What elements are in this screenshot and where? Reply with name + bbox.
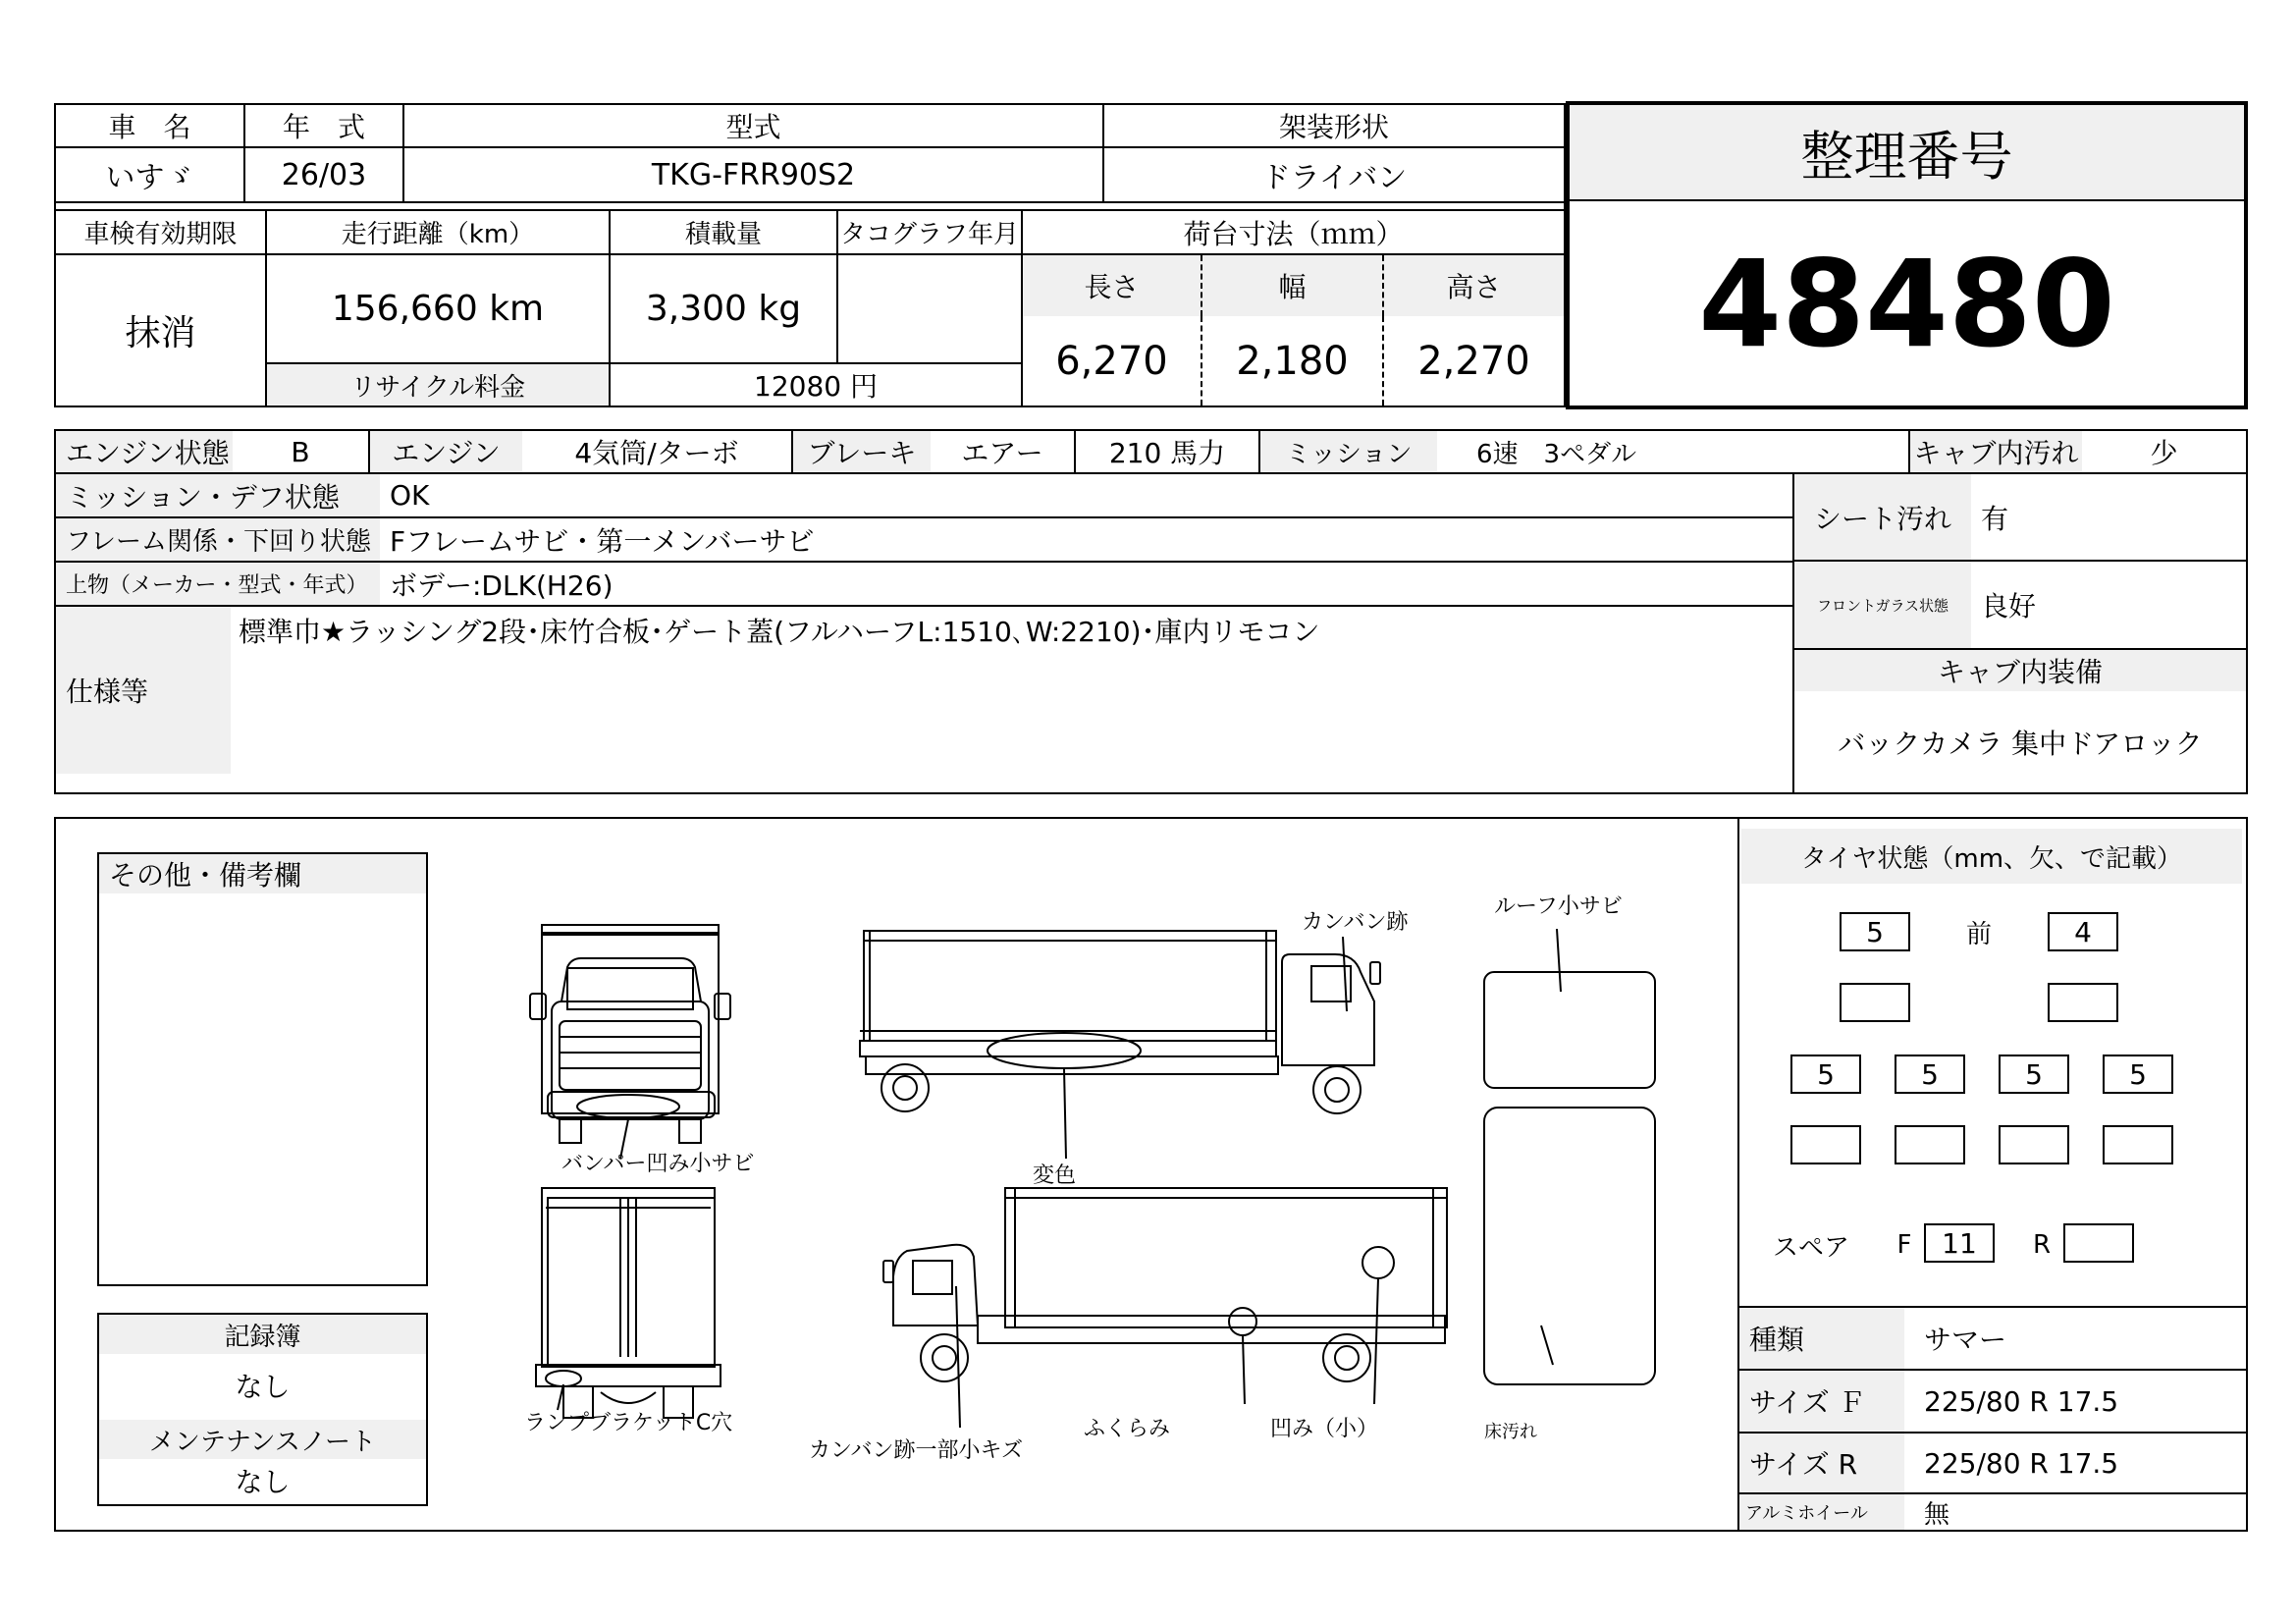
cab-dirt-label: キャブ内汚れ bbox=[1910, 431, 2082, 472]
record-label: 記録簿 bbox=[99, 1315, 426, 1354]
tire-rear-inner-3 bbox=[1999, 1125, 2069, 1164]
tire-type-label: 種類 bbox=[1739, 1308, 1904, 1369]
note-kanban2: カンバン跡一部小キズ bbox=[809, 1438, 1024, 1463]
length-label: 長さ bbox=[1023, 255, 1202, 316]
engine-state-label: エンジン状態 bbox=[56, 431, 233, 472]
upper-label: 上物（メーカー・型式・年式） bbox=[56, 563, 380, 607]
cab-equip-label: キャブ内装備 bbox=[1794, 650, 2246, 691]
brake-value: エアー bbox=[931, 431, 1076, 472]
frame-value: Fフレームサビ・第一メンバーサビ bbox=[380, 518, 1796, 563]
seat-dirt-label: シート汚れ bbox=[1794, 474, 1971, 560]
tire-rear-1: 5 bbox=[1790, 1055, 1861, 1094]
power-value: 210 馬力 bbox=[1076, 431, 1260, 472]
model-value: TKG-FRR90S2 bbox=[404, 148, 1104, 201]
cargo-label: 荷台寸法（ｍｍ） bbox=[1023, 211, 1564, 255]
alloy-value: 無 bbox=[1924, 1499, 1950, 1530]
tire-rear-4: 5 bbox=[2103, 1055, 2173, 1094]
inspection-value: 抹消 bbox=[56, 255, 267, 406]
year-value: 26/03 bbox=[245, 148, 404, 201]
tire-size-f-label: サイズ Ｆ bbox=[1739, 1371, 1904, 1432]
height-label: 高さ bbox=[1384, 255, 1564, 316]
tire-size-r-value: 225/80 R 17.5 bbox=[1924, 1446, 2119, 1480]
tire-rear-inner-2 bbox=[1895, 1125, 1965, 1164]
width-label: 幅 bbox=[1202, 255, 1384, 316]
mileage-label: 走行距離（km） bbox=[267, 211, 611, 255]
tire-size-f-value: 225/80 R 17.5 bbox=[1924, 1384, 2119, 1418]
maint-label: メンテナンスノート bbox=[99, 1420, 426, 1459]
brake-label: ブレーキ bbox=[793, 431, 931, 472]
note-kanban: カンバン跡 bbox=[1302, 910, 1409, 935]
tire-rear-3: 5 bbox=[1999, 1055, 2069, 1094]
capacity-label: 積載量 bbox=[611, 211, 838, 255]
length-value: 6,270 bbox=[1023, 316, 1202, 406]
note-bulge: ふくらみ bbox=[1084, 1417, 1171, 1441]
mission-def-value: OK bbox=[380, 474, 1796, 518]
maint-value: なし bbox=[235, 1466, 291, 1498]
year-label: 年 式 bbox=[245, 105, 404, 148]
mission-def-label: ミッション・デフ状態 bbox=[56, 474, 380, 518]
spare-f-label: F bbox=[1896, 1230, 1912, 1260]
note-lamp: ランプブラケットC穴 bbox=[524, 1411, 733, 1435]
spare-r-label: R bbox=[2032, 1230, 2052, 1260]
truck-front-view bbox=[530, 925, 730, 1143]
truck-rear-view bbox=[536, 1188, 721, 1418]
windshield-value: 良好 bbox=[1971, 562, 2246, 650]
body-value: ドライバン bbox=[1260, 161, 1408, 195]
tire-front-right-inner bbox=[2048, 983, 2118, 1022]
model-label: 型式 bbox=[404, 105, 1104, 148]
cab-equip-value: バックカメラ 集中ドアロック bbox=[1838, 727, 2203, 760]
note-discolor: 変色 bbox=[1033, 1163, 1077, 1188]
tire-front-right: 4 bbox=[2048, 912, 2118, 951]
tire-type-value: サマー bbox=[1924, 1324, 2007, 1356]
tire-title: タイヤ状態（mm、欠、で記載） bbox=[1741, 829, 2242, 884]
inspection-label: 車検有効期限 bbox=[56, 211, 267, 255]
spec-label: 仕様等 bbox=[56, 607, 231, 774]
note-bumper: バンパー凹み小サビ bbox=[561, 1152, 755, 1176]
spare-f-value: 11 bbox=[1924, 1223, 1995, 1263]
spec-value: 標準巾★ラッシング2段･床竹合板･ゲート蓋(フルハーフL:1510､W:2210)･庫内リモコン bbox=[239, 616, 1320, 648]
ref-number: 48480 bbox=[1698, 235, 2115, 374]
engine-label: エンジン bbox=[370, 431, 522, 472]
tire-size-r-label: サイズ R bbox=[1739, 1434, 1904, 1492]
note-roof: ルーフ小サビ bbox=[1494, 894, 1623, 919]
tire-front-left-inner bbox=[1840, 983, 1910, 1022]
other-remarks-label: その他・備考欄 bbox=[99, 854, 426, 893]
note-floor: 床汚れ bbox=[1484, 1422, 1537, 1442]
tire-rear-2: 5 bbox=[1895, 1055, 1965, 1094]
height-value: 2,270 bbox=[1417, 338, 1530, 384]
tacho-label: タコグラフ年月 bbox=[838, 211, 1023, 255]
upper-value: ボデー:DLK(H26) bbox=[380, 563, 1796, 607]
maker-label: 車 名 bbox=[56, 105, 245, 148]
tire-front-label: 前 bbox=[1965, 919, 1992, 949]
tire-rear-inner-1 bbox=[1790, 1125, 1861, 1164]
mission-label: ミッション bbox=[1260, 431, 1437, 472]
width-value: 2,180 bbox=[1202, 316, 1384, 406]
engine-state-value: B bbox=[233, 431, 370, 472]
capacity-value: 3,300 kg bbox=[611, 255, 838, 364]
record-value: なし bbox=[235, 1371, 291, 1403]
alloy-label: アルミホイール bbox=[1739, 1494, 1904, 1530]
windshield-label: フロントガラス状態 bbox=[1794, 562, 1971, 650]
other-remarks-box bbox=[97, 852, 428, 1286]
maker-value: いすゞ bbox=[56, 148, 245, 201]
frame-label: フレーム関係・下回り状態 bbox=[56, 518, 380, 563]
seat-dirt-value: 有 bbox=[1971, 474, 2246, 562]
spare-r-value bbox=[2063, 1223, 2134, 1263]
recycle-value: 12080 円 bbox=[611, 364, 1023, 406]
spare-label: スペア bbox=[1773, 1232, 1850, 1263]
cab-dirt-value: 少 bbox=[2150, 437, 2178, 469]
truck-side-view-right bbox=[860, 931, 1380, 1113]
truck-side-view-left bbox=[883, 1188, 1447, 1381]
recycle-label: リサイクル料金 bbox=[267, 364, 611, 406]
mission-value: 6速 3ペダル bbox=[1437, 431, 1910, 472]
tacho-value bbox=[838, 255, 1023, 364]
mileage-value: 156,660 km bbox=[267, 255, 611, 364]
ref-label: 整理番号 bbox=[1570, 105, 2244, 201]
note-dent: 凹み（小） bbox=[1270, 1417, 1379, 1441]
truck-top-view bbox=[1484, 972, 1655, 1384]
tire-rear-inner-4 bbox=[2103, 1125, 2173, 1164]
body-label: 架装形状 bbox=[1104, 105, 1564, 148]
engine-value: 4気筒/ターボ bbox=[522, 431, 793, 472]
tire-front-left: 5 bbox=[1840, 912, 1910, 951]
